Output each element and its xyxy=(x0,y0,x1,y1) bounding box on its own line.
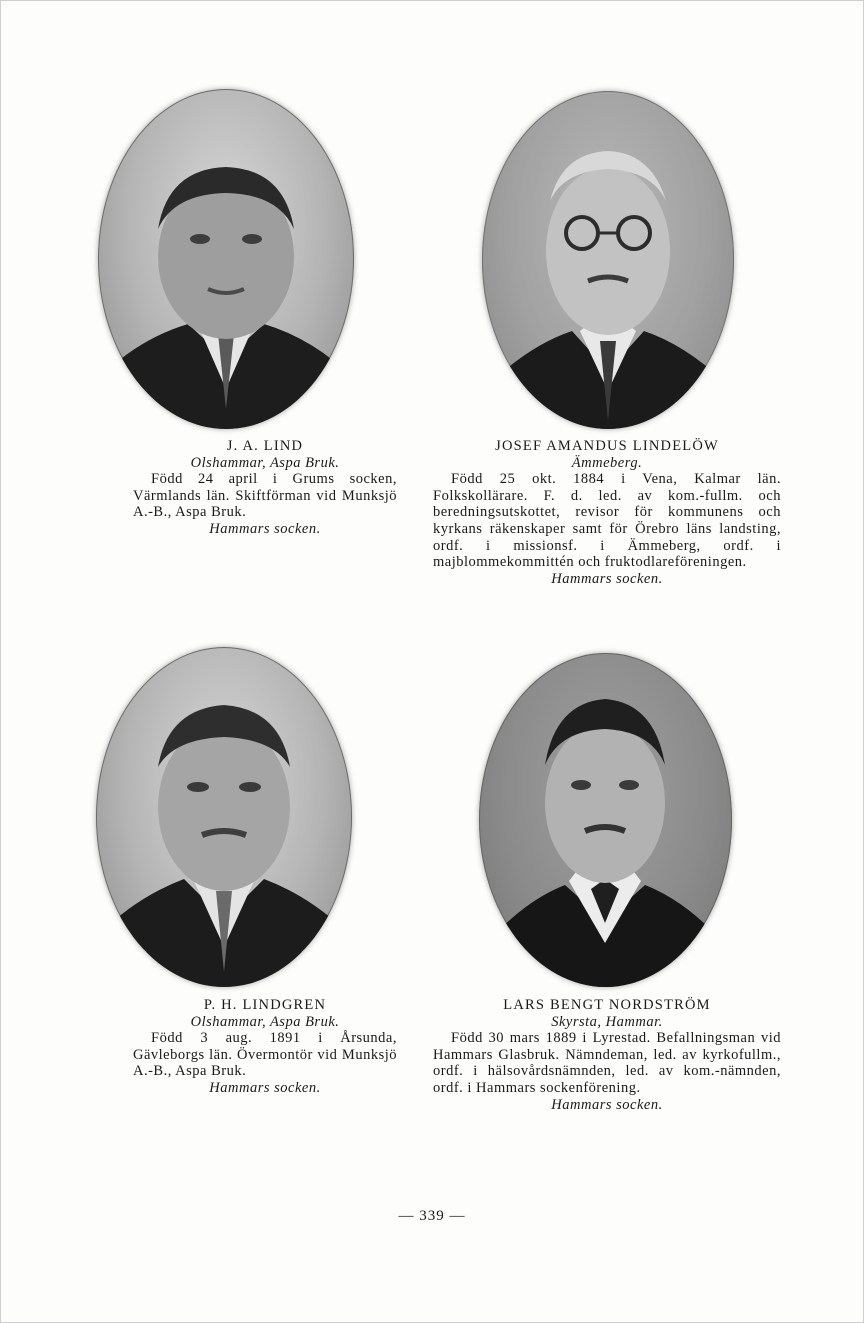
portrait-photo-lindgren xyxy=(96,647,352,987)
portrait-photo-nordstrom xyxy=(479,653,732,987)
person-parish: Hammars socken. xyxy=(551,1096,663,1113)
person-parish: Hammars socken. xyxy=(209,1079,321,1096)
person-name: JOSEF AMANDUS LINDELÖW xyxy=(495,438,719,454)
caption-lindelow xyxy=(433,438,781,587)
person-place: Skyrsta, Hammar. xyxy=(551,1013,663,1030)
caption-lind xyxy=(133,438,397,538)
caption-lindgren xyxy=(133,997,397,1097)
person-bio: Född 24 april i Grums socken, Värmlands län. Skiftförman vid Munksjö A.-B., Aspa Bruk. xyxy=(133,471,397,521)
portrait-photo-lind xyxy=(98,89,354,429)
person-parish: Hammars socken. xyxy=(209,520,321,537)
page-number: — 339 — xyxy=(398,1208,466,1224)
person-bio: Född 30 mars 1889 i Lyrestad. Befallningsman vid Hammars Glasbruk. Nämndeman, led. av kyrkofullm., ordf. i hälsovårdsnämnden, led. av kom.-nämnden, ordf. i Hammars sockenförening. xyxy=(433,1030,781,1096)
person-place: Ämmeberg. xyxy=(571,454,643,471)
person-name: J. A. LIND xyxy=(226,438,304,454)
person-place: Olshammar, Aspa Bruk. xyxy=(190,454,340,471)
person-bio: Född 3 aug. 1891 i Årsunda, Gävleborgs län. Övermontör vid Munksjö A.-B., Aspa Bruk. xyxy=(133,1030,397,1080)
person-parish: Hammars socken. xyxy=(551,570,663,587)
person-bio: Född 25 okt. 1884 i Vena, Kalmar län. Folkskollärare. F. d. led. av kom.-fullm. och beredningsutskottet, revisor för kommunens och kyrkans räkenskaper samt för Örebro läns landsting, ordf. i missionsf. i Ämmeberg, ordf. i majblommekommittén och fruktodlareföreningen. xyxy=(433,471,781,571)
person-place: Olshammar, Aspa Bruk. xyxy=(190,1013,340,1030)
person-name: LARS BENGT NORDSTRÖM xyxy=(503,997,711,1013)
portrait-photo-lindelow xyxy=(482,91,734,429)
person-name: P. H. LINDGREN xyxy=(203,997,327,1013)
caption-nordstrom xyxy=(433,997,781,1113)
